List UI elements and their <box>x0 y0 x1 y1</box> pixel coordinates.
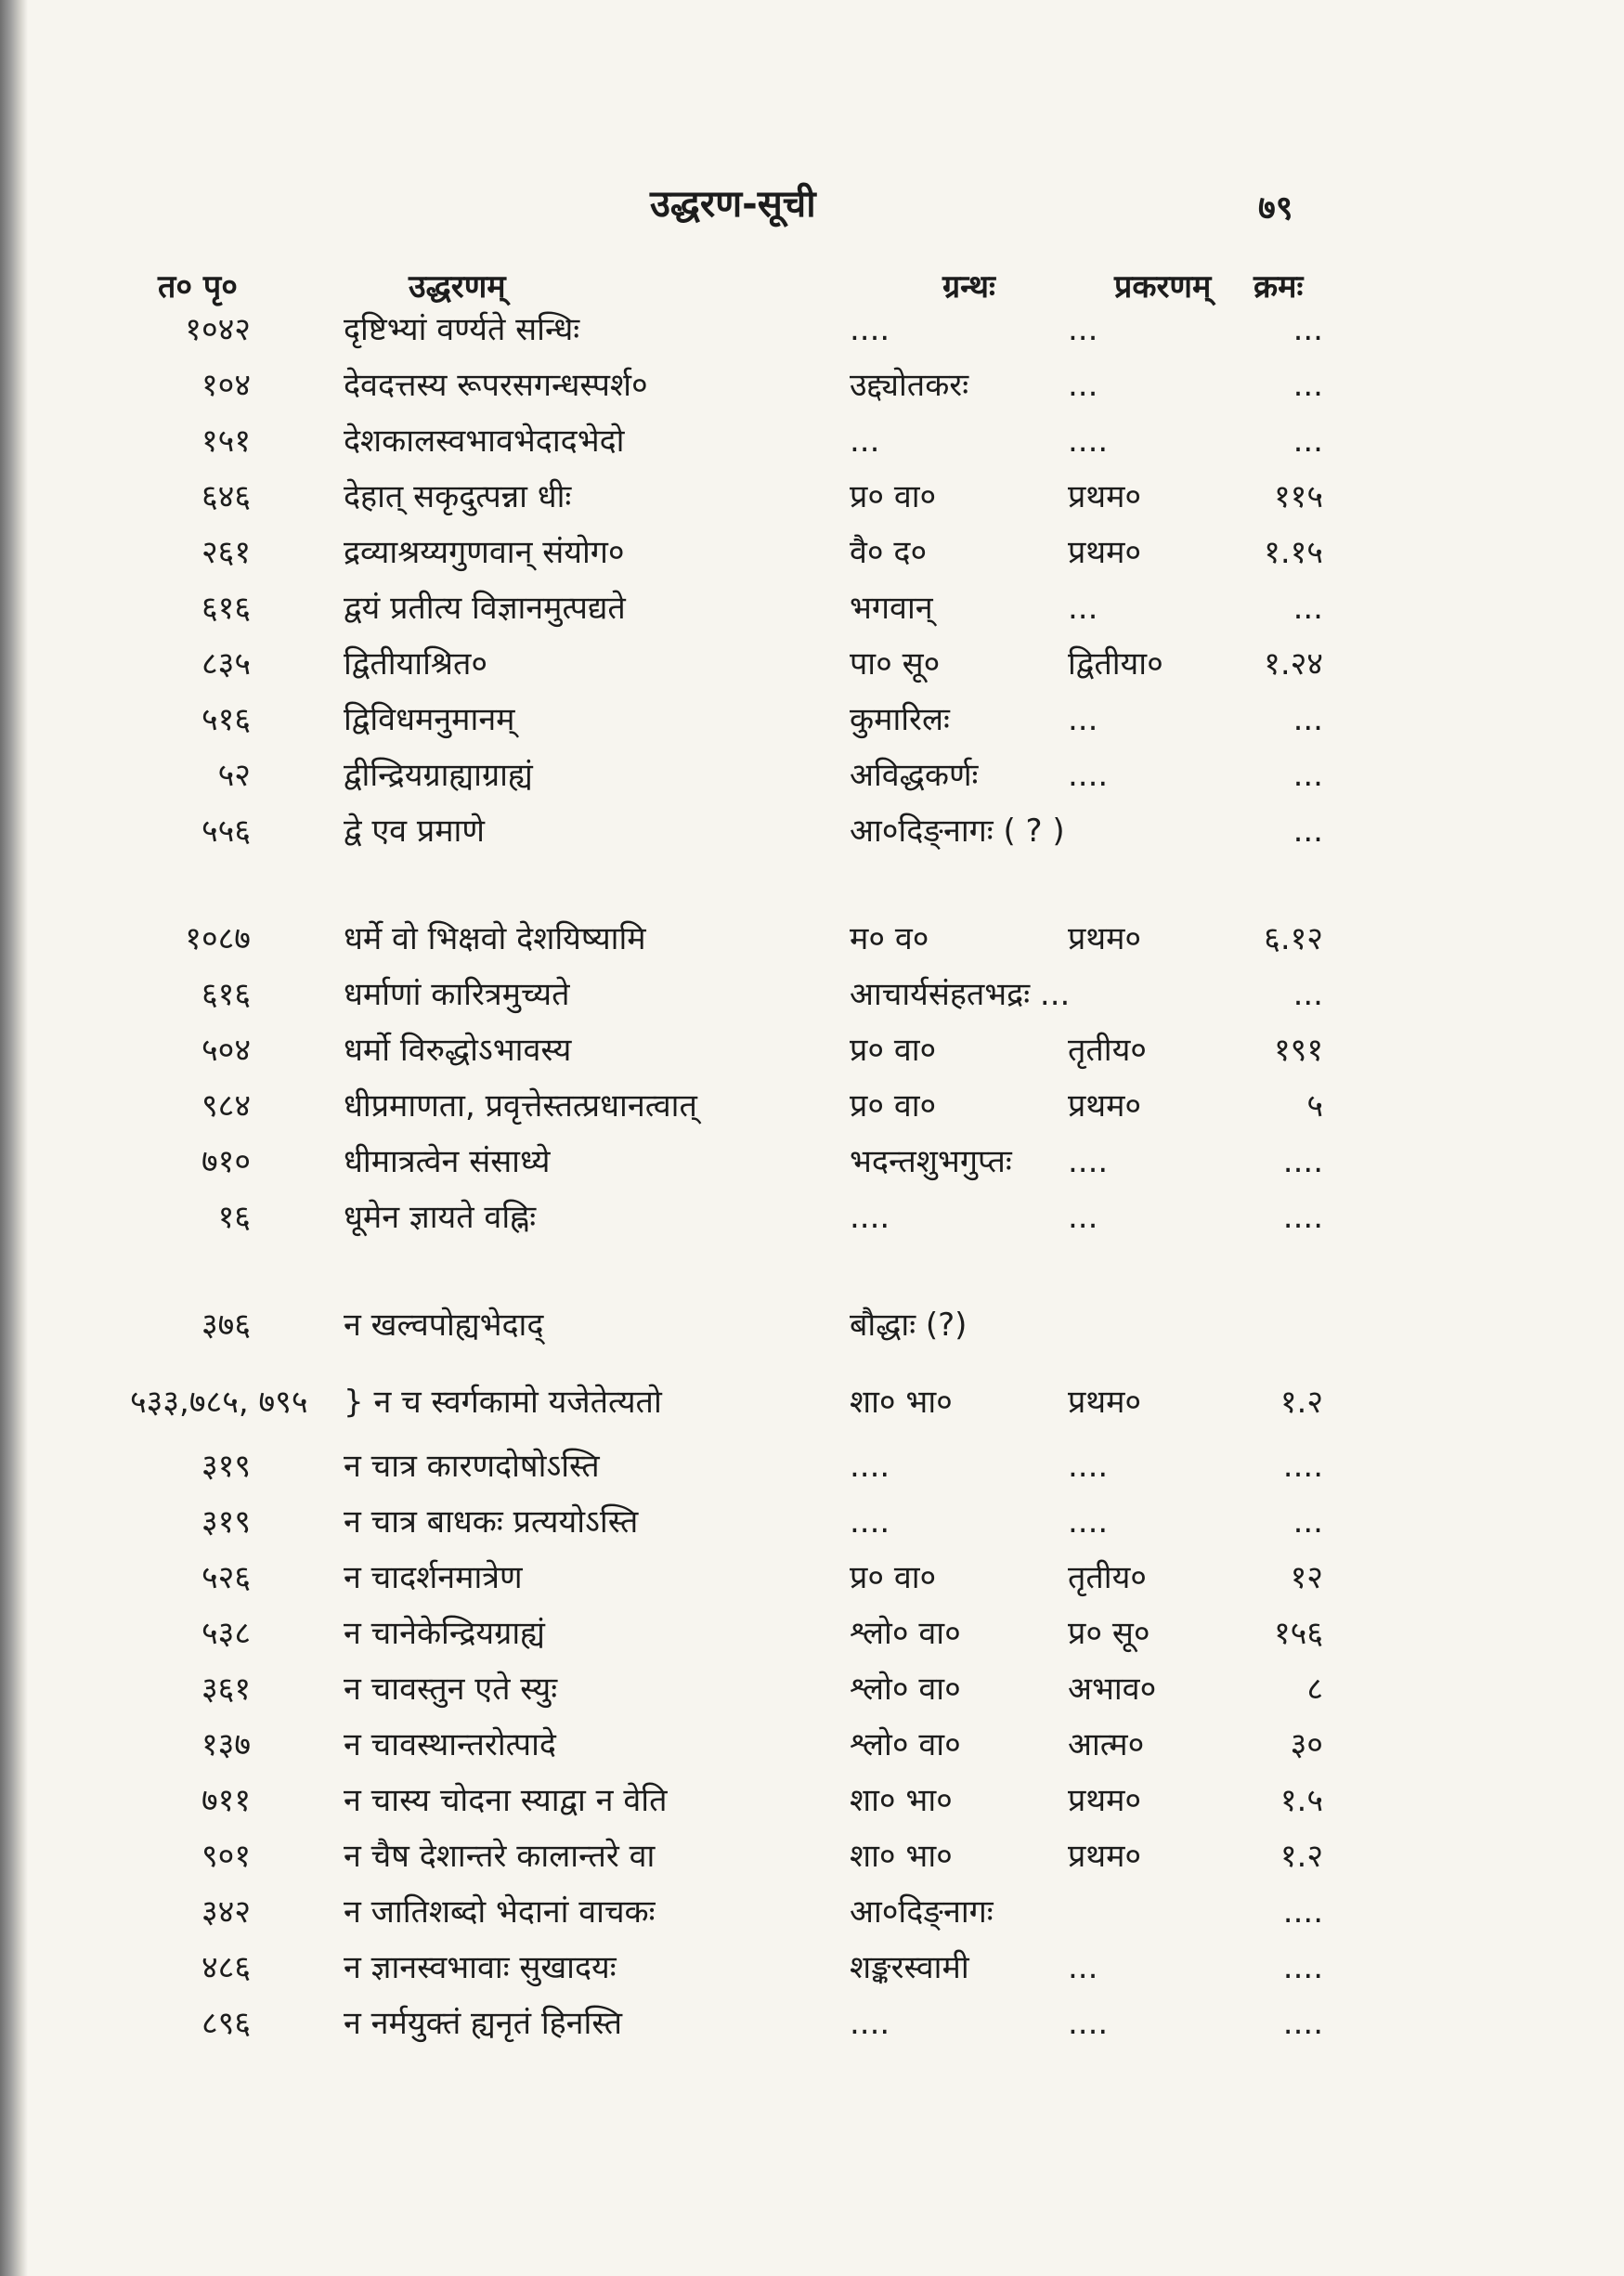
cell-number: .... <box>1282 1199 1323 1236</box>
cell-page: ७१० <box>201 1143 251 1180</box>
cell-section: प्रथम० <box>1068 1087 1142 1125</box>
cell-source: प्र० वा० <box>850 1559 937 1596</box>
table-row <box>130 916 1337 971</box>
cell-section: .... <box>1068 423 1109 460</box>
cell-number: ३० <box>1290 1726 1323 1763</box>
table-row <box>130 585 1337 641</box>
table-row <box>130 1302 1337 1358</box>
cell-page: ५३८ <box>201 1615 251 1652</box>
cell-section: अभाव० <box>1068 1671 1157 1708</box>
cell-quote: न जातिशब्दो भेदानां वाचकः <box>344 1893 656 1931</box>
cell-number: ८ <box>1306 1671 1323 1708</box>
cell-source: अविद्धकर्णः <box>850 757 979 794</box>
column-header-source: ग्रन्थः <box>942 268 995 306</box>
table-row <box>130 1027 1337 1083</box>
cell-section: ... <box>1068 701 1098 738</box>
cell-number: .... <box>1282 1949 1323 1986</box>
cell-source: शा० भा० <box>850 1838 953 1875</box>
table-row <box>130 1610 1337 1666</box>
cell-page: ८३५ <box>201 645 251 683</box>
cell-page: ६४६ <box>201 478 251 515</box>
table-row <box>130 529 1337 585</box>
cell-section: तृतीय० <box>1068 1559 1147 1596</box>
cell-page: १५१ <box>201 423 251 460</box>
cell-section: ... <box>1068 367 1098 404</box>
cell-number: १५६ <box>1273 1615 1323 1652</box>
cell-source: पा० सू० <box>850 645 941 683</box>
cell-quote: दृष्टिभ्यां वर्ण्यते सन्धिः <box>344 311 580 348</box>
cell-quote: धर्मे वो भिक्षवो देशयिष्यामि <box>344 920 646 957</box>
cell-section: .... <box>1068 1143 1109 1180</box>
cell-source: ... <box>850 423 880 460</box>
cell-quote: न चैष देशान्तरे कालान्तरे वा <box>344 1838 656 1875</box>
cell-source: शा० भा० <box>850 1384 953 1421</box>
cell-source: आ०दिङ्नागः <box>850 1893 994 1931</box>
cell-number: ... <box>1293 757 1323 794</box>
cell-source: .... <box>850 1503 890 1541</box>
cell-number: ६.१२ <box>1264 920 1323 957</box>
cell-page: ८९६ <box>201 2005 251 2042</box>
page-number: ७९ <box>1258 189 1293 228</box>
cell-quote: द्विविधमनुमानम् <box>344 701 515 738</box>
table-row <box>130 474 1337 529</box>
table-row <box>130 418 1337 474</box>
cell-page: १६ <box>217 1199 251 1236</box>
cell-page: ४८६ <box>201 1949 251 1986</box>
table-row <box>130 1443 1337 1499</box>
cell-page: ७११ <box>201 1782 251 1819</box>
cell-source: आ०दिङ्नागः ( ? ) <box>850 813 1065 850</box>
cell-page: ५२६ <box>201 1559 251 1596</box>
cell-section: प्रथम० <box>1068 478 1142 515</box>
cell-page: ६१६ <box>201 976 251 1013</box>
cell-source: शङ्करस्वामी <box>850 1949 969 1986</box>
column-header-row <box>130 232 1337 306</box>
cell-number: ... <box>1293 311 1323 348</box>
cell-quote: द्वीन्द्रियग्राह्याग्राह्यं <box>344 757 533 794</box>
table-row <box>130 1777 1337 1833</box>
cell-page: १०८७ <box>185 920 251 957</box>
cell-section: ... <box>1068 311 1098 348</box>
cell-quote: न ज्ञानस्वभावाः सुखादयः <box>344 1949 617 1986</box>
column-header-section: प्रकरणम् <box>1114 268 1212 306</box>
cell-page: ६१६ <box>201 590 251 627</box>
table-row <box>130 1194 1337 1250</box>
cell-quote: द्वयं प्रतीत्य विज्ञानमुत्पद्यते <box>344 590 626 627</box>
table-row <box>130 1499 1337 1554</box>
cell-page: ५०४ <box>201 1032 251 1069</box>
cell-page: १३७ <box>201 1726 251 1763</box>
table-row <box>130 1083 1337 1138</box>
cell-number: ... <box>1293 976 1323 1013</box>
cell-number: .... <box>1282 2005 1323 2042</box>
table-row <box>130 696 1337 752</box>
cell-section: ... <box>1068 1949 1098 1986</box>
cell-quote: न चात्र कारणदोषोऽस्ति <box>344 1448 600 1485</box>
cell-quote: धर्मो विरुद्धोऽभावस्य <box>344 1032 572 1069</box>
cell-source: प्र० वा० <box>850 478 937 515</box>
cell-number: ... <box>1293 423 1323 460</box>
cell-quote: न नर्मयुक्तं ह्यनृतं हिनस्ति <box>344 2005 622 2042</box>
cell-quote: न चात्र बाधकः प्रत्ययोऽस्ति <box>344 1503 639 1541</box>
cell-quote: न खल्वपोह्यभेदाद् <box>344 1307 544 1344</box>
cell-quote: धीमात्रत्वेन संसाध्ये <box>344 1143 551 1180</box>
running-head <box>130 167 1337 232</box>
cell-number: १.५ <box>1280 1782 1323 1819</box>
cell-quote: द्वे एव प्रमाणे <box>344 813 485 850</box>
cell-quote: धूमेन ज्ञायते वह्निः <box>344 1199 537 1236</box>
cell-quote: न चादर्शनमात्रेण <box>344 1559 523 1596</box>
table-row <box>130 362 1337 418</box>
table-row <box>130 808 1337 864</box>
cell-number: ... <box>1293 367 1323 404</box>
cell-section: ... <box>1068 590 1098 627</box>
cell-number: १.२ <box>1280 1838 1323 1875</box>
cell-page: १०४२ <box>185 311 251 348</box>
column-header-number: क्रमः <box>1254 268 1304 306</box>
cell-quote: देशकालस्वभावभेदादभेदो <box>344 423 625 460</box>
table-row <box>130 1944 1337 2000</box>
cell-source: कुमारिलः <box>850 701 950 738</box>
table-row <box>130 1358 1337 1443</box>
cell-page: ३१९ <box>201 1503 251 1541</box>
cell-source: म० व० <box>850 920 929 957</box>
column-header-page: त० पृ० <box>158 268 238 306</box>
cell-source: श्लो० वा० <box>850 1726 961 1763</box>
cell-section: प्रथम० <box>1068 1384 1142 1421</box>
cell-section: ... <box>1068 1199 1098 1236</box>
cell-section: .... <box>1068 757 1109 794</box>
cell-number: ... <box>1293 590 1323 627</box>
entry-group <box>130 1302 1337 2056</box>
table-row <box>130 752 1337 808</box>
index-page <box>130 167 1337 2108</box>
cell-source: प्र० वा० <box>850 1087 937 1125</box>
index-entries <box>130 306 1337 2056</box>
cell-quote: द्रव्याश्रय्यगुणवान् संयोग० <box>344 534 625 571</box>
cell-source: आचार्यसंहतभद्रः ... <box>850 976 1071 1013</box>
cell-quote: } न च स्वर्गकामो यजेतेत्यतो <box>344 1384 662 1421</box>
cell-page: ५३३,७८५, ७९५ <box>130 1384 308 1421</box>
cell-page: ९८४ <box>201 1087 251 1125</box>
table-row <box>130 641 1337 696</box>
cell-source: .... <box>850 1448 890 1485</box>
cell-section: प्रथम० <box>1068 534 1142 571</box>
cell-number: .... <box>1282 1143 1323 1180</box>
cell-source: .... <box>850 311 890 348</box>
cell-page: ३७६ <box>201 1307 251 1344</box>
cell-quote: देहात् सकृदुत्पन्ना धीः <box>344 478 572 515</box>
cell-quote: न चानेकेन्द्रियग्राह्यं <box>344 1615 545 1652</box>
cell-number: ५ <box>1306 1087 1323 1125</box>
cell-quote: धीप्रमाणता, प्रवृत्तेस्तत्प्रधानत्वात् <box>344 1087 697 1125</box>
cell-number: १.१५ <box>1264 534 1323 571</box>
cell-number: .... <box>1282 1448 1323 1485</box>
cell-page: ५१६ <box>201 701 251 738</box>
cell-source: श्लो० वा० <box>850 1615 961 1652</box>
cell-quote: देवदत्तस्य रूपरसगन्धस्पर्श० <box>344 367 648 404</box>
cell-number: ११५ <box>1273 478 1323 515</box>
cell-number: १९१ <box>1273 1032 1323 1069</box>
cell-source: वै० द० <box>850 534 928 571</box>
cell-page: ५५६ <box>201 813 251 850</box>
cell-source: .... <box>850 1199 890 1236</box>
cell-section: तृतीय० <box>1068 1032 1147 1069</box>
cell-number: ... <box>1293 813 1323 850</box>
cell-section: .... <box>1068 1448 1109 1485</box>
table-row <box>130 1833 1337 1889</box>
cell-number: .... <box>1282 1893 1323 1931</box>
cell-number: १.२ <box>1280 1384 1323 1421</box>
entry-group <box>130 306 1337 864</box>
table-row <box>130 1666 1337 1722</box>
table-row <box>130 2000 1337 2056</box>
cell-section: आत्म० <box>1068 1726 1145 1763</box>
cell-quote: न चास्य चोदना स्याद्वा न वेति <box>344 1782 668 1819</box>
table-row <box>130 971 1337 1027</box>
cell-number: १.२४ <box>1264 645 1323 683</box>
cell-page: ५२ <box>217 757 251 794</box>
cell-section: प्रथम० <box>1068 1838 1142 1875</box>
cell-page: १०४ <box>201 367 251 404</box>
cell-number: १२ <box>1290 1559 1323 1596</box>
table-row <box>130 1889 1337 1944</box>
cell-page: २६१ <box>201 534 251 571</box>
cell-number: ... <box>1293 1503 1323 1541</box>
cell-quote: न चावस्थान्तरोत्पादे <box>344 1726 556 1763</box>
cell-quote: धर्माणां कारित्रमुच्यते <box>344 976 570 1013</box>
book-spine-shadow <box>0 0 28 2276</box>
cell-section: .... <box>1068 1503 1109 1541</box>
cell-page: ९०१ <box>201 1838 251 1875</box>
cell-section: .... <box>1068 2005 1109 2042</box>
table-row <box>130 1722 1337 1777</box>
table-row <box>130 306 1337 362</box>
cell-source: बौद्धाः (?) <box>850 1307 968 1344</box>
cell-source: भगवान् <box>850 590 933 627</box>
cell-source: शा० भा० <box>850 1782 953 1819</box>
cell-source: .... <box>850 2005 890 2042</box>
cell-source: श्लो० वा० <box>850 1671 961 1708</box>
column-header-quote: उद्धरणम् <box>409 268 506 306</box>
cell-section: द्वितीया० <box>1068 645 1163 683</box>
cell-section: प्र० सू० <box>1068 1615 1150 1652</box>
cell-number: ... <box>1293 701 1323 738</box>
cell-quote: द्वितीयाश्रित० <box>344 645 488 683</box>
cell-source: प्र० वा० <box>850 1032 937 1069</box>
cell-page: ३६१ <box>201 1671 251 1708</box>
cell-section: प्रथम० <box>1068 920 1142 957</box>
cell-page: ३१९ <box>201 1448 251 1485</box>
cell-page: ३४२ <box>201 1893 251 1931</box>
cell-quote: न चावस्तुन एते स्युः <box>344 1671 558 1708</box>
entry-group <box>130 916 1337 1250</box>
cell-source: भदन्तशुभगुप्तः <box>850 1143 1012 1180</box>
cell-source: उद्द्योतकरः <box>850 367 969 404</box>
page-title: उद्धरण-सूची <box>650 183 816 226</box>
table-row <box>130 1138 1337 1194</box>
cell-section: प्रथम० <box>1068 1782 1142 1819</box>
table-row <box>130 1554 1337 1610</box>
